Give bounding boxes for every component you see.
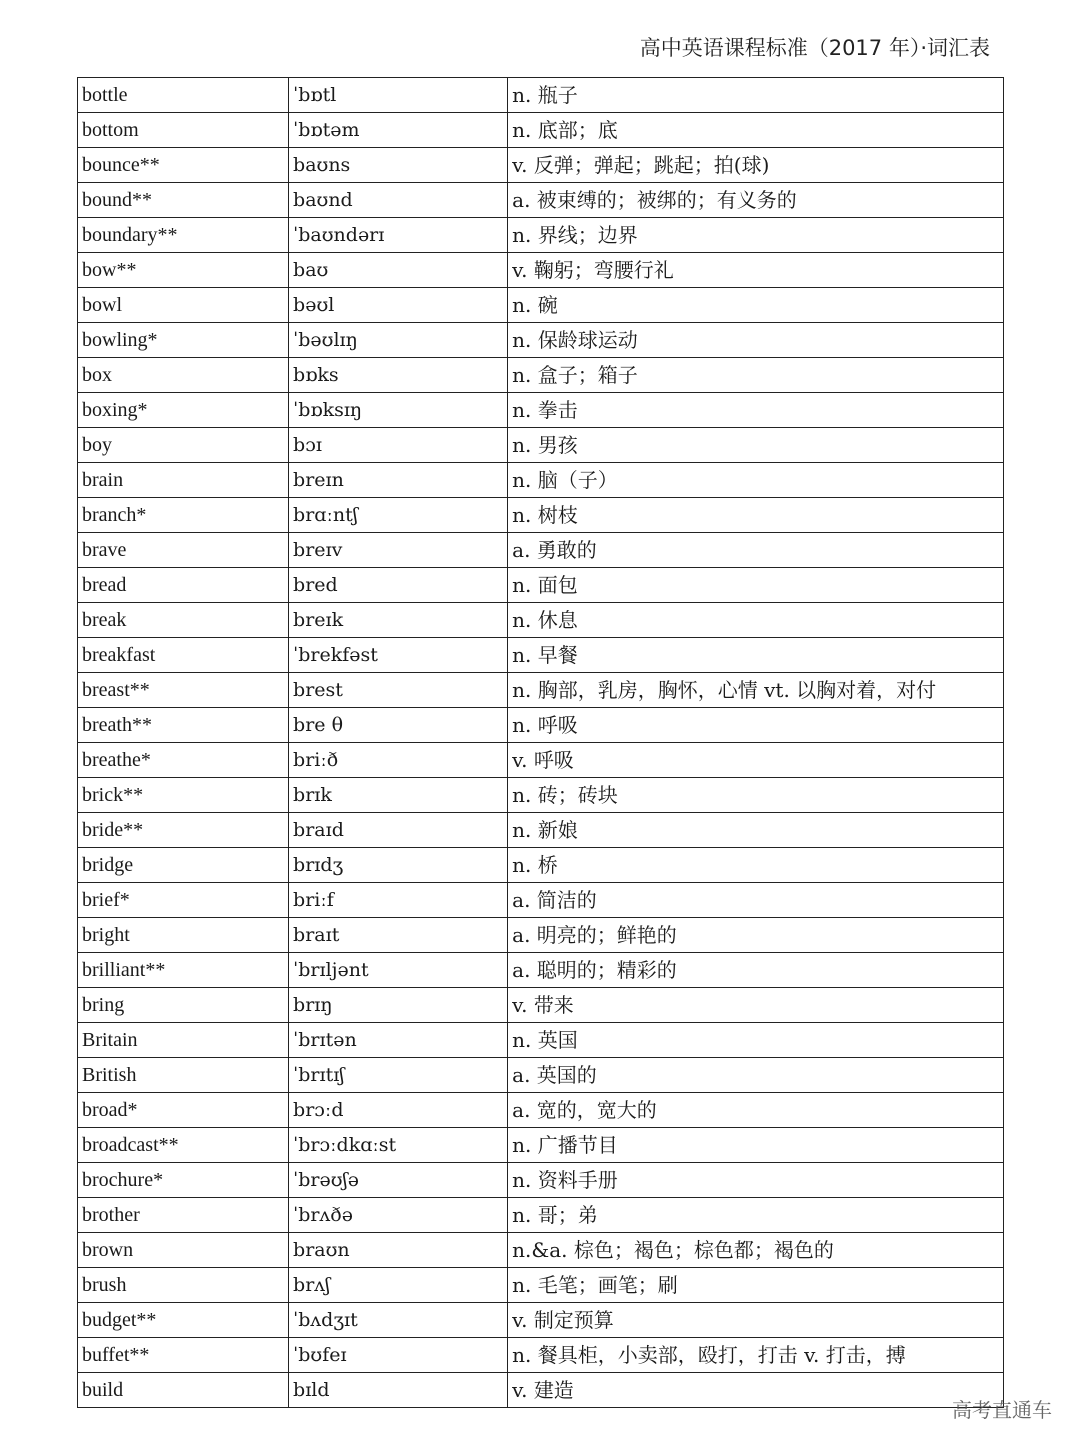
table-row (78, 498, 1004, 533)
meaning-cell: n. 拳击 (508, 393, 1004, 428)
vocabulary-table-body (78, 78, 1004, 1408)
word-cell: Britain (78, 1023, 289, 1058)
table-row (78, 1058, 1004, 1093)
phonetic-cell: breɪv (289, 533, 508, 568)
phonetic-cell: briːð (289, 743, 508, 778)
word-cell: bridge (78, 848, 289, 883)
word-cell: broadcast** (78, 1128, 289, 1163)
meaning-cell: v. 建造 (508, 1373, 1004, 1408)
table-row (78, 253, 1004, 288)
phonetic-cell: bɪld (289, 1373, 508, 1408)
table-row (78, 568, 1004, 603)
meaning-cell: n. 毛笔；画笔；刷 (508, 1268, 1004, 1303)
meaning-cell: a. 简洁的 (508, 883, 1004, 918)
word-cell: bride** (78, 813, 289, 848)
word-cell: brown (78, 1233, 289, 1268)
word-cell: build (78, 1373, 289, 1408)
word-cell: brave (78, 533, 289, 568)
meaning-cell: n. 保龄球运动 (508, 323, 1004, 358)
table-row (78, 673, 1004, 708)
table-row (78, 1128, 1004, 1163)
meaning-cell: a. 英国的 (508, 1058, 1004, 1093)
word-cell: bottom (78, 113, 289, 148)
table-row (78, 918, 1004, 953)
table-row (78, 113, 1004, 148)
word-cell: breakfast (78, 638, 289, 673)
phonetic-cell: ˈbrɪtɪʃ (289, 1058, 508, 1093)
meaning-cell: a. 聪明的；精彩的 (508, 953, 1004, 988)
phonetic-cell: breɪn (289, 463, 508, 498)
table-row (78, 1338, 1004, 1373)
word-cell: bounce** (78, 148, 289, 183)
word-cell: budget** (78, 1303, 289, 1338)
phonetic-cell: brɑːntʃ (289, 498, 508, 533)
meaning-cell: a. 勇敢的 (508, 533, 1004, 568)
phonetic-cell: ˈbʌdʒɪt (289, 1303, 508, 1338)
table-row (78, 708, 1004, 743)
meaning-cell: v. 带来 (508, 988, 1004, 1023)
vocabulary-table (77, 77, 1004, 1408)
word-cell: branch* (78, 498, 289, 533)
table-row (78, 638, 1004, 673)
meaning-cell: v. 呼吸 (508, 743, 1004, 778)
meaning-cell: a. 明亮的；鲜艳的 (508, 918, 1004, 953)
table-row (78, 1373, 1004, 1408)
word-cell: broad* (78, 1093, 289, 1128)
table-row (78, 1093, 1004, 1128)
word-cell: buffet** (78, 1338, 289, 1373)
table-row (78, 323, 1004, 358)
phonetic-cell: bɒks (289, 358, 508, 393)
word-cell: brief* (78, 883, 289, 918)
phonetic-cell: braʊn (289, 1233, 508, 1268)
phonetic-cell: ˈbrekfəst (289, 638, 508, 673)
watermark: 高考直通车 (952, 1398, 1052, 1422)
table-row (78, 743, 1004, 778)
table-row (78, 1023, 1004, 1058)
table-row (78, 428, 1004, 463)
meaning-cell: n. 碗 (508, 288, 1004, 323)
word-cell: boundary** (78, 218, 289, 253)
word-cell: bow** (78, 253, 289, 288)
word-cell: break (78, 603, 289, 638)
table-row (78, 848, 1004, 883)
word-cell: brother (78, 1198, 289, 1233)
table-row (78, 778, 1004, 813)
table-row (78, 883, 1004, 918)
phonetic-cell: brɪdʒ (289, 848, 508, 883)
phonetic-cell: ˈbɒtl (289, 78, 508, 113)
meaning-cell: n. 瓶子 (508, 78, 1004, 113)
word-cell: brush (78, 1268, 289, 1303)
phonetic-cell: bəʊl (289, 288, 508, 323)
phonetic-cell: ˈbəʊlɪŋ (289, 323, 508, 358)
meaning-cell: n. 英国 (508, 1023, 1004, 1058)
word-cell: boy (78, 428, 289, 463)
meaning-cell: v. 鞠躬；弯腰行礼 (508, 253, 1004, 288)
word-cell: bowling* (78, 323, 289, 358)
word-cell: boxing* (78, 393, 289, 428)
table-row (78, 1198, 1004, 1233)
phonetic-cell: braɪd (289, 813, 508, 848)
table-row (78, 1163, 1004, 1198)
meaning-cell: n. 砖；砖块 (508, 778, 1004, 813)
phonetic-cell: brɪk (289, 778, 508, 813)
word-cell: bring (78, 988, 289, 1023)
table-row (78, 393, 1004, 428)
meaning-cell: n.&a. 棕色；褐色；棕色都；褐色的 (508, 1233, 1004, 1268)
phonetic-cell: braɪt (289, 918, 508, 953)
meaning-cell: v. 反弹；弹起；跳起；拍(球) (508, 148, 1004, 183)
word-cell: British (78, 1058, 289, 1093)
meaning-cell: v. 制定预算 (508, 1303, 1004, 1338)
phonetic-cell: brest (289, 673, 508, 708)
phonetic-cell: ˈbrɪljənt (289, 953, 508, 988)
word-cell: bottle (78, 78, 289, 113)
meaning-cell: n. 早餐 (508, 638, 1004, 673)
meaning-cell: n. 哥；弟 (508, 1198, 1004, 1233)
phonetic-cell: ˈbrɔːdkɑːst (289, 1128, 508, 1163)
table-row (78, 358, 1004, 393)
meaning-cell: a. 被束缚的；被绑的；有义务的 (508, 183, 1004, 218)
meaning-cell: n. 盒子；箱子 (508, 358, 1004, 393)
meaning-cell: n. 新娘 (508, 813, 1004, 848)
meaning-cell: n. 脑（子） (508, 463, 1004, 498)
meaning-cell: n. 广播节目 (508, 1128, 1004, 1163)
phonetic-cell: brɪŋ (289, 988, 508, 1023)
phonetic-cell: breɪk (289, 603, 508, 638)
table-row (78, 953, 1004, 988)
table-row (78, 148, 1004, 183)
meaning-cell: n. 界线；边界 (508, 218, 1004, 253)
phonetic-cell: ˈbʊfeɪ (289, 1338, 508, 1373)
word-cell: breath** (78, 708, 289, 743)
meaning-cell: n. 胸部，乳房，胸怀，心情 vt. 以胸对着，对付 (508, 673, 1004, 708)
table-row (78, 463, 1004, 498)
phonetic-cell: ˈbaʊndərɪ (289, 218, 508, 253)
phonetic-cell: bre θ (289, 708, 508, 743)
phonetic-cell: baʊnd (289, 183, 508, 218)
meaning-cell: n. 资料手册 (508, 1163, 1004, 1198)
phonetic-cell: ˈbɒksɪŋ (289, 393, 508, 428)
phonetic-cell: ˈbrʌðə (289, 1198, 508, 1233)
word-cell: bread (78, 568, 289, 603)
meaning-cell: n. 呼吸 (508, 708, 1004, 743)
table-row (78, 288, 1004, 323)
word-cell: brilliant** (78, 953, 289, 988)
word-cell: bound** (78, 183, 289, 218)
meaning-cell: n. 餐具柜，小卖部，殴打，打击 v. 打击，搏 (508, 1338, 1004, 1373)
table-row (78, 78, 1004, 113)
table-row (78, 1303, 1004, 1338)
word-cell: bright (78, 918, 289, 953)
phonetic-cell: bɔɪ (289, 428, 508, 463)
meaning-cell: n. 桥 (508, 848, 1004, 883)
meaning-cell: n. 休息 (508, 603, 1004, 638)
word-cell: breast** (78, 673, 289, 708)
table-row (78, 1268, 1004, 1303)
word-cell: breathe* (78, 743, 289, 778)
table-row (78, 603, 1004, 638)
phonetic-cell: brɔːd (289, 1093, 508, 1128)
word-cell: brain (78, 463, 289, 498)
table-row (78, 813, 1004, 848)
meaning-cell: n. 底部；底 (508, 113, 1004, 148)
word-cell: bowl (78, 288, 289, 323)
meaning-cell: a. 宽的，宽大的 (508, 1093, 1004, 1128)
phonetic-cell: baʊ (289, 253, 508, 288)
phonetic-cell: bred (289, 568, 508, 603)
word-cell: box (78, 358, 289, 393)
phonetic-cell: ˈbɒtəm (289, 113, 508, 148)
phonetic-cell: ˈbrɪtən (289, 1023, 508, 1058)
phonetic-cell: baʊns (289, 148, 508, 183)
table-row (78, 1233, 1004, 1268)
phonetic-cell: briːf (289, 883, 508, 918)
meaning-cell: n. 男孩 (508, 428, 1004, 463)
meaning-cell: n. 树枝 (508, 498, 1004, 533)
table-row (78, 218, 1004, 253)
phonetic-cell: brʌʃ (289, 1268, 508, 1303)
table-row (78, 183, 1004, 218)
page-header: 高中英语课程标准（2017 年）·词汇表 (639, 36, 990, 60)
meaning-cell: n. 面包 (508, 568, 1004, 603)
word-cell: brick** (78, 778, 289, 813)
phonetic-cell: ˈbrəʊʃə (289, 1163, 508, 1198)
table-row (78, 988, 1004, 1023)
word-cell: brochure* (78, 1163, 289, 1198)
table-row (78, 533, 1004, 568)
